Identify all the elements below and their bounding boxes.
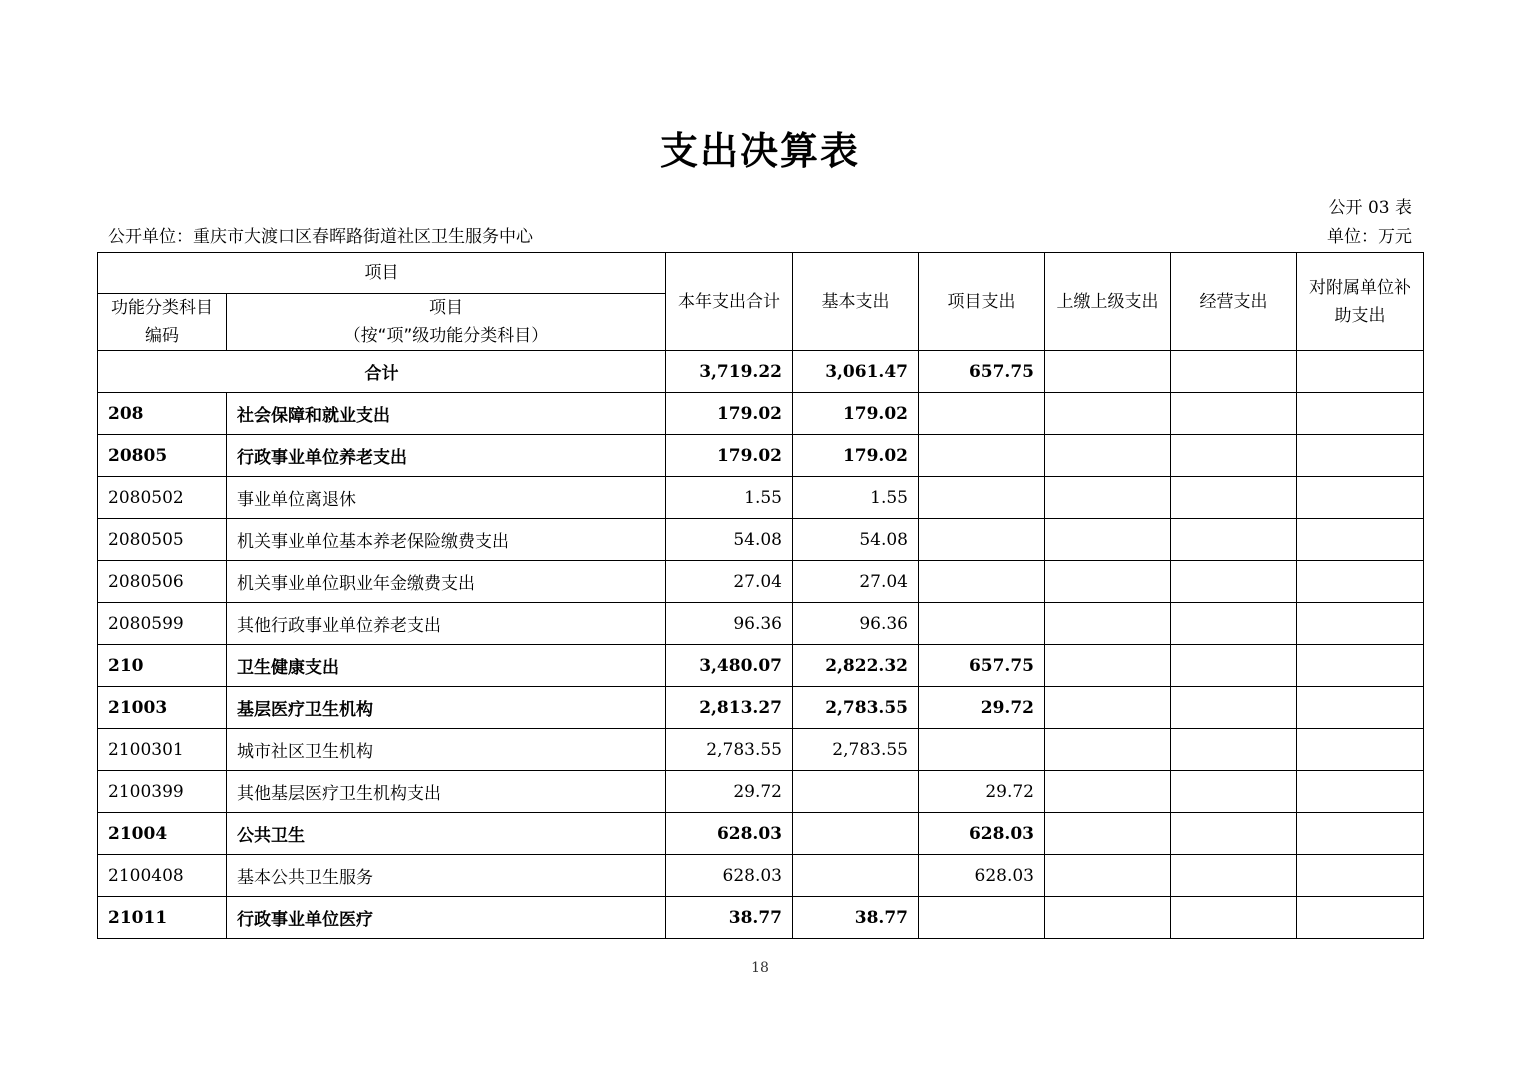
row-business <box>1171 603 1297 645</box>
table-row <box>98 897 1424 939</box>
row-code: 20805 <box>98 435 227 477</box>
table-row <box>98 729 1424 771</box>
currency-unit: 单位：万元 <box>1327 227 1412 247</box>
header-item <box>227 294 666 351</box>
row-business <box>1171 477 1297 519</box>
row-name: 行政事业单位医疗 <box>227 897 666 939</box>
table-row <box>98 855 1424 897</box>
row-upper <box>1045 393 1171 435</box>
row-business <box>1171 393 1297 435</box>
table-row <box>98 435 1424 477</box>
total-project: 657.75 <box>919 351 1045 393</box>
table-row <box>98 771 1424 813</box>
header-code: 功能分类科目编码 <box>98 294 227 351</box>
header-subsidy: 对附属单位补助支出 <box>1297 253 1424 351</box>
table-row <box>98 645 1424 687</box>
total-basic: 3,061.47 <box>793 351 919 393</box>
table-row <box>98 813 1424 855</box>
table-row <box>98 603 1424 645</box>
row-total: 29.72 <box>666 771 793 813</box>
row-basic: 54.08 <box>793 519 919 561</box>
row-business <box>1171 435 1297 477</box>
row-name: 卫生健康支出 <box>227 645 666 687</box>
row-project: 29.72 <box>919 687 1045 729</box>
total-subsidy <box>1297 351 1424 393</box>
total-label: 合计 <box>98 351 666 393</box>
row-name: 基本公共卫生服务 <box>227 855 666 897</box>
row-code: 208 <box>98 393 227 435</box>
table-row <box>98 561 1424 603</box>
row-basic: 38.77 <box>793 897 919 939</box>
row-project <box>919 435 1045 477</box>
row-basic: 2,783.55 <box>793 687 919 729</box>
row-upper <box>1045 771 1171 813</box>
row-upper <box>1045 435 1171 477</box>
row-business <box>1171 855 1297 897</box>
row-project: 628.03 <box>919 813 1045 855</box>
row-subsidy <box>1297 435 1424 477</box>
row-basic <box>793 771 919 813</box>
header-project-group: 项目 <box>98 253 666 294</box>
row-project <box>919 519 1045 561</box>
header-item-sublabel: （按“项”级功能分类科目） <box>343 326 549 346</box>
row-subsidy <box>1297 519 1424 561</box>
row-business <box>1171 687 1297 729</box>
total-business <box>1171 351 1297 393</box>
row-subsidy <box>1297 645 1424 687</box>
header-basic: 基本支出 <box>793 253 919 351</box>
row-project <box>919 561 1045 603</box>
table-row <box>98 477 1424 519</box>
row-code: 2100399 <box>98 771 227 813</box>
row-project: 29.72 <box>919 771 1045 813</box>
row-name: 事业单位离退休 <box>227 477 666 519</box>
row-code: 21004 <box>98 813 227 855</box>
row-total: 628.03 <box>666 813 793 855</box>
row-project <box>919 393 1045 435</box>
row-basic <box>793 813 919 855</box>
header-upper: 上缴上级支出 <box>1045 253 1171 351</box>
row-subsidy <box>1297 687 1424 729</box>
row-upper <box>1045 687 1171 729</box>
row-name: 公共卫生 <box>227 813 666 855</box>
row-upper <box>1045 477 1171 519</box>
row-name: 机关事业单位基本养老保险缴费支出 <box>227 519 666 561</box>
row-business <box>1171 561 1297 603</box>
row-basic <box>793 855 919 897</box>
row-business <box>1171 813 1297 855</box>
page-number: 18 <box>751 960 769 976</box>
row-name: 社会保障和就业支出 <box>227 393 666 435</box>
row-total: 2,783.55 <box>666 729 793 771</box>
page-title: 支出决算表 <box>659 129 860 173</box>
row-name: 其他行政事业单位养老支出 <box>227 603 666 645</box>
row-basic: 2,783.55 <box>793 729 919 771</box>
row-code: 210 <box>98 645 227 687</box>
row-project <box>919 477 1045 519</box>
row-basic: 2,822.32 <box>793 645 919 687</box>
row-code: 21003 <box>98 687 227 729</box>
row-subsidy <box>1297 561 1424 603</box>
row-project: 628.03 <box>919 855 1045 897</box>
row-code: 2080502 <box>98 477 227 519</box>
row-project <box>919 603 1045 645</box>
row-project <box>919 897 1045 939</box>
row-business <box>1171 645 1297 687</box>
row-subsidy <box>1297 813 1424 855</box>
total-total: 3,719.22 <box>666 351 793 393</box>
row-upper <box>1045 645 1171 687</box>
total-row <box>98 351 1424 393</box>
row-total: 179.02 <box>666 435 793 477</box>
row-basic: 179.02 <box>793 393 919 435</box>
row-name: 城市社区卫生机构 <box>227 729 666 771</box>
row-total: 628.03 <box>666 855 793 897</box>
row-upper <box>1045 855 1171 897</box>
table-row <box>98 393 1424 435</box>
row-total: 1.55 <box>666 477 793 519</box>
row-upper <box>1045 561 1171 603</box>
table-row <box>98 687 1424 729</box>
table-row <box>98 519 1424 561</box>
row-basic: 1.55 <box>793 477 919 519</box>
row-code: 2100408 <box>98 855 227 897</box>
row-business <box>1171 519 1297 561</box>
header-item-label: 项目 <box>429 298 463 318</box>
row-name: 基层医疗卫生机构 <box>227 687 666 729</box>
header-project: 项目支出 <box>919 253 1045 351</box>
row-subsidy <box>1297 603 1424 645</box>
row-code: 21011 <box>98 897 227 939</box>
row-name: 机关事业单位职业年金缴费支出 <box>227 561 666 603</box>
row-code: 2080506 <box>98 561 227 603</box>
row-subsidy <box>1297 771 1424 813</box>
header-total: 本年支出合计 <box>666 253 793 351</box>
row-upper <box>1045 603 1171 645</box>
row-business <box>1171 771 1297 813</box>
row-subsidy <box>1297 393 1424 435</box>
row-total: 54.08 <box>666 519 793 561</box>
row-business <box>1171 897 1297 939</box>
reporting-unit: 公开单位：重庆市大渡口区春晖路街道社区卫生服务中心 <box>108 227 533 247</box>
row-upper <box>1045 519 1171 561</box>
row-total: 38.77 <box>666 897 793 939</box>
row-code: 2100301 <box>98 729 227 771</box>
row-project: 657.75 <box>919 645 1045 687</box>
expenditure-table <box>97 252 1424 939</box>
row-name: 行政事业单位养老支出 <box>227 435 666 477</box>
total-upper <box>1045 351 1171 393</box>
row-total: 27.04 <box>666 561 793 603</box>
row-total: 2,813.27 <box>666 687 793 729</box>
row-upper <box>1045 729 1171 771</box>
row-project <box>919 729 1045 771</box>
row-name: 其他基层医疗卫生机构支出 <box>227 771 666 813</box>
row-code: 2080505 <box>98 519 227 561</box>
header-business: 经营支出 <box>1171 253 1297 351</box>
row-basic: 96.36 <box>793 603 919 645</box>
row-total: 3,480.07 <box>666 645 793 687</box>
row-upper <box>1045 813 1171 855</box>
row-subsidy <box>1297 897 1424 939</box>
row-subsidy <box>1297 477 1424 519</box>
row-basic: 179.02 <box>793 435 919 477</box>
row-business <box>1171 729 1297 771</box>
row-code: 2080599 <box>98 603 227 645</box>
form-number: 公开 03 表 <box>1328 198 1412 218</box>
row-upper <box>1045 897 1171 939</box>
row-total: 179.02 <box>666 393 793 435</box>
row-subsidy <box>1297 855 1424 897</box>
row-subsidy <box>1297 729 1424 771</box>
row-basic: 27.04 <box>793 561 919 603</box>
row-total: 96.36 <box>666 603 793 645</box>
